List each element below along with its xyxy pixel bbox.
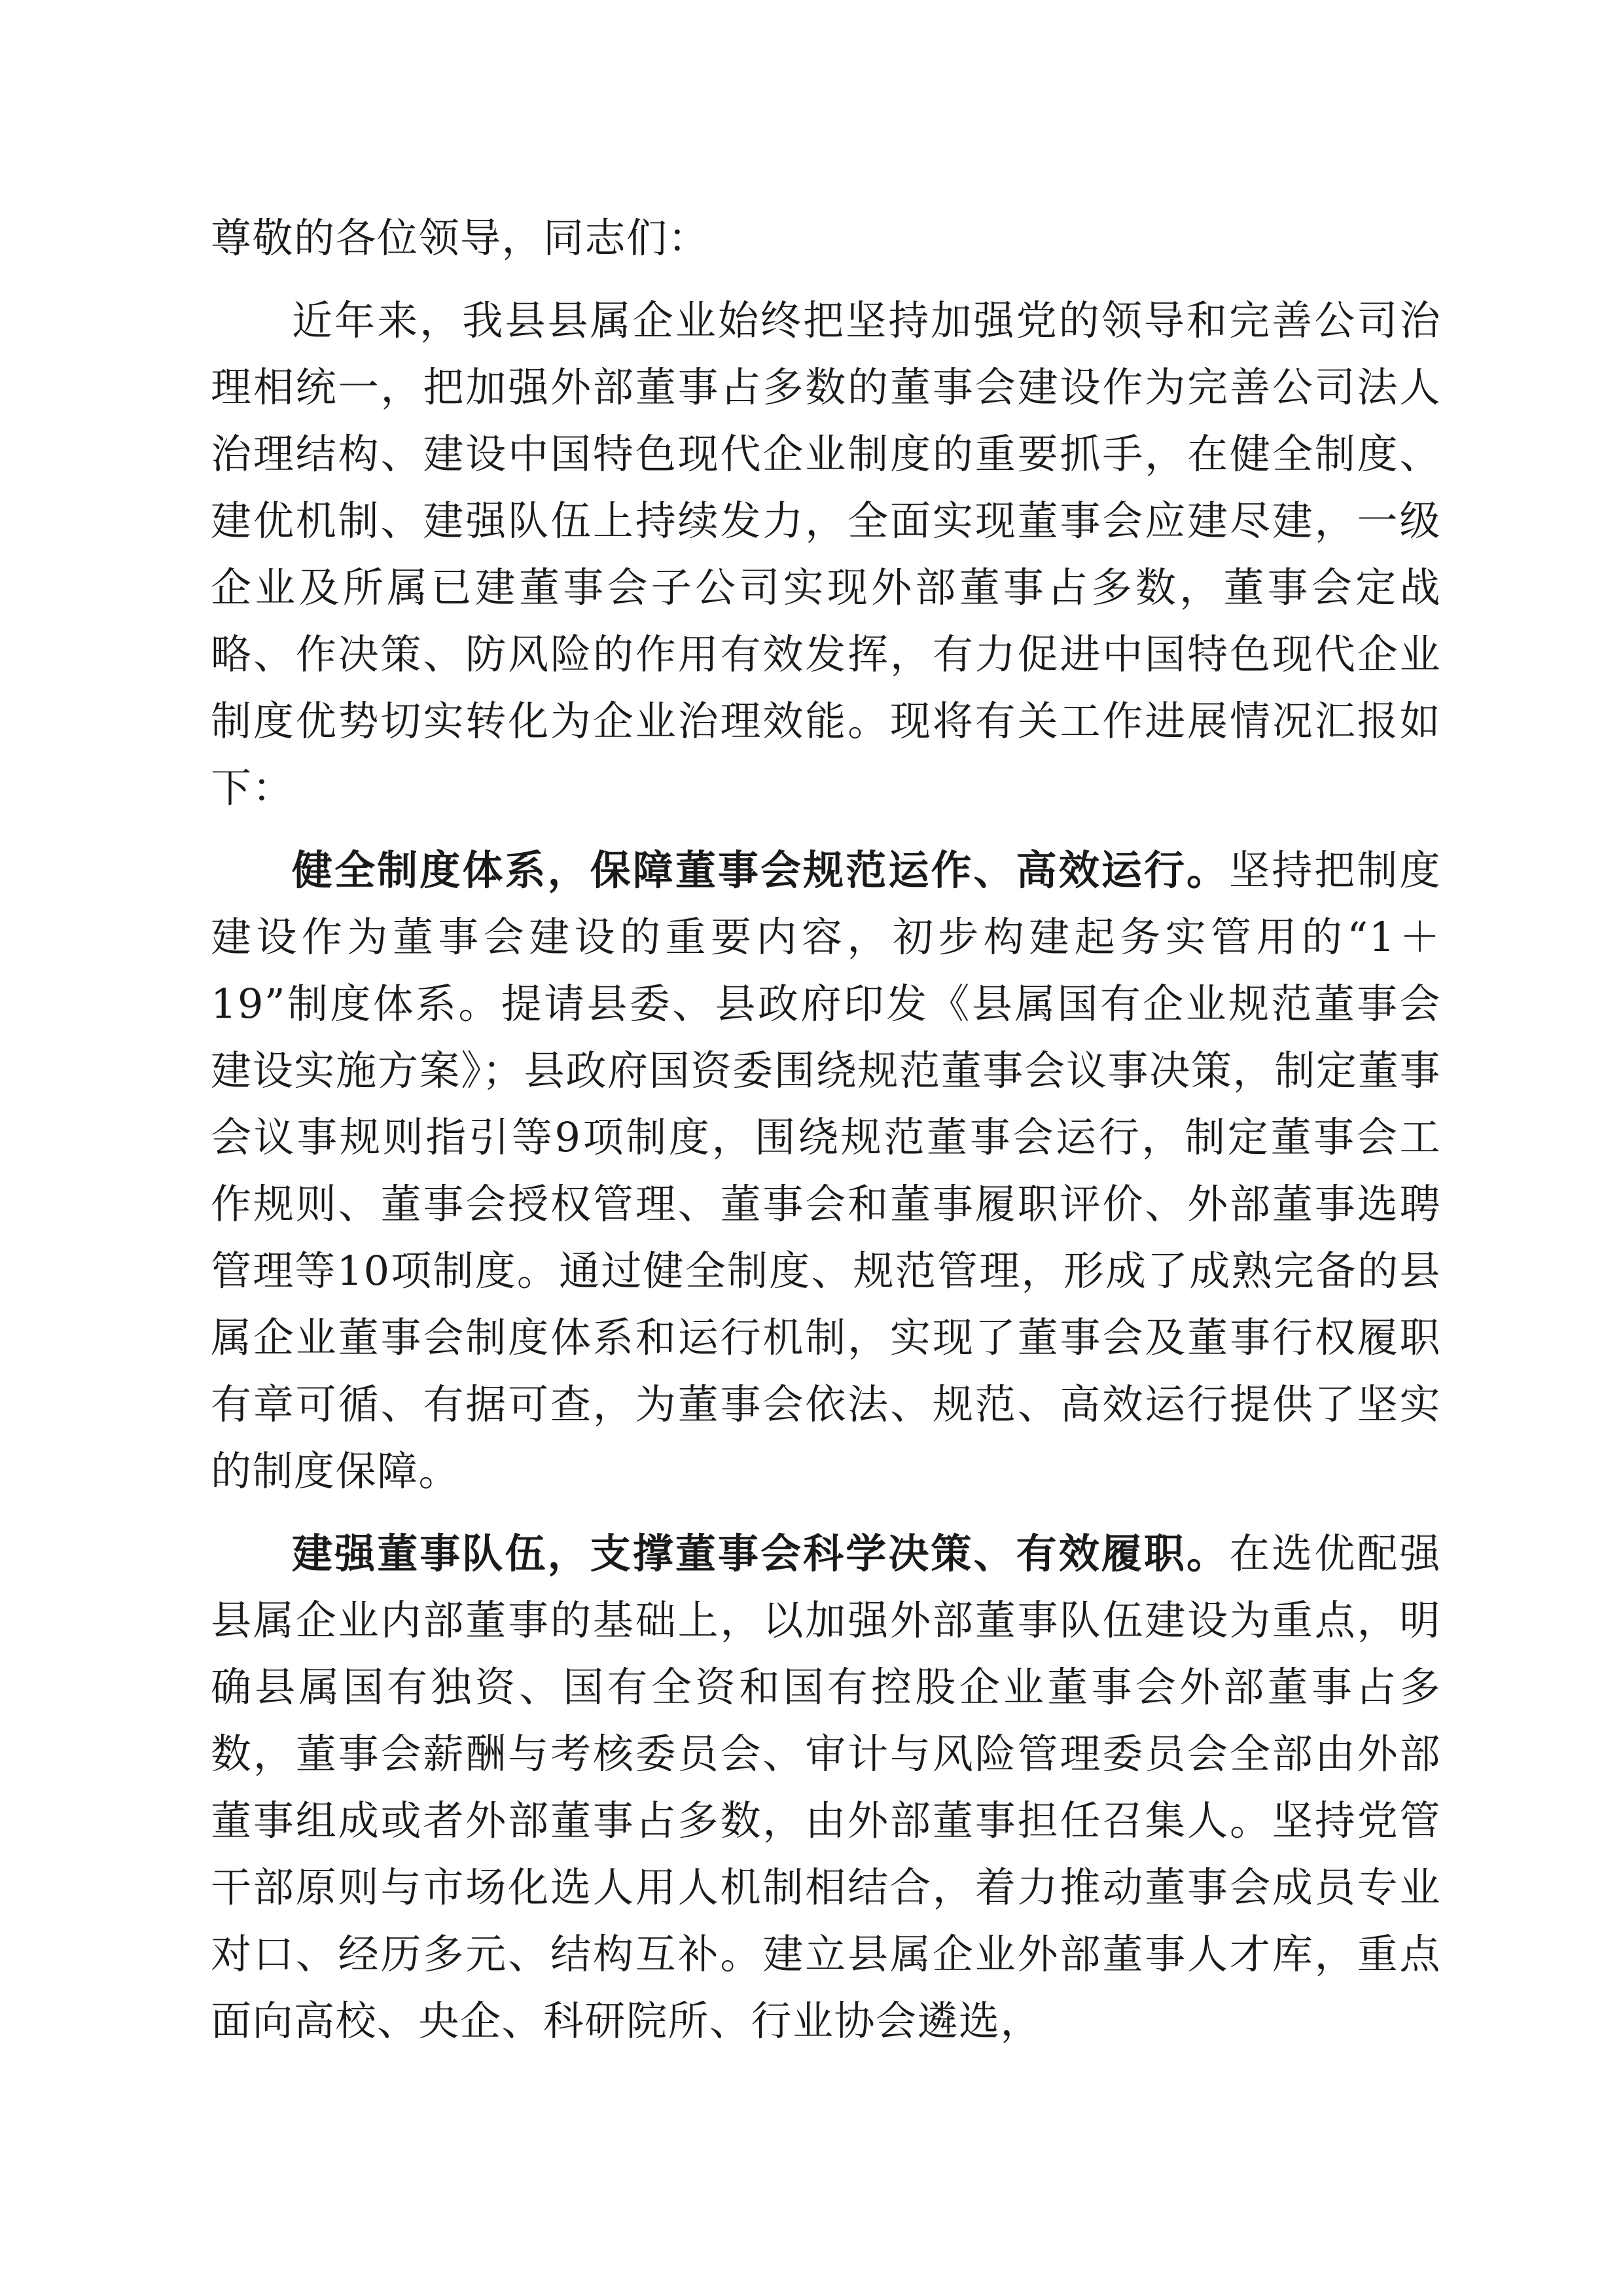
paragraph-heading: 健全制度体系，保障董事会规范运作、高效运行。 (292, 846, 1230, 894)
paragraph-body: 坚持把制度建设作为董事会建设的重要内容，初步构建起务实管用的“1＋19”制度体系。提请县委、县政府印发《县属国有企业规范董事会建设实施方案》；县政府国资委围绕规范董事会议事决策，制定董事会议事规则指引等9项制度，围绕规范董事会运行，制定董事会工作规则、董事会授权管理、董事会和董事履职评价、外部董事选聘管理等10项制度。通过健全制度、规范管理，形成了成熟完备的县属企业董事会制度体系和运行机制，实现了董事会及董事行权履职有章可循、有据可查，为董事会依法、规范、高效运行提供了坚实的制度保障。 (211, 846, 1441, 1495)
paragraph-institution-system (211, 837, 1441, 1505)
document-page (211, 205, 1441, 2070)
salutation: 尊敬的各位领导，同志们： (211, 214, 710, 262)
paragraph-heading: 建强董事队伍，支撑董事会科学决策、有效履职。 (292, 1530, 1230, 1577)
paragraph-body: 在选优配强县属企业内部董事的基础上，以加强外部董事队伍建设为重点，明确县属国有独资、国有全资和国有控股企业董事会外部董事占多数，董事会薪酬与考核委员会、审计与风险管理委员会全部由外部董事组成或者外部董事占多数，由外部董事担任召集人。坚持党管干部原则与市场化选人用人机制相结合，着力推动董事会成员专业对口、经历多元、结构互补。建立县属企业外部董事人才库，重点面向高校、央企、科研院所、行业协会遴选， (211, 1530, 1441, 2045)
paragraph-director-team (211, 1520, 1441, 2054)
paragraph-intro (211, 287, 1441, 821)
paragraph-body: 近年来，我县县属企业始终把坚持加强党的领导和完善公司治理相统一，把加强外部董事占多数的董事会建设作为完善公司法人治理结构、建设中国特色现代企业制度的重要抓手，在健全制度、建优机制、建强队伍上持续发力，全面实现董事会应建尽建，一级企业及所属已建董事会子公司实现外部董事占多数，董事会定战略、作决策、防风险的作用有效发挥，有力促进中国特色现代企业制度优势切实转化为企业治理效能。现将有关工作进展情况汇报如下： (211, 296, 1441, 812)
